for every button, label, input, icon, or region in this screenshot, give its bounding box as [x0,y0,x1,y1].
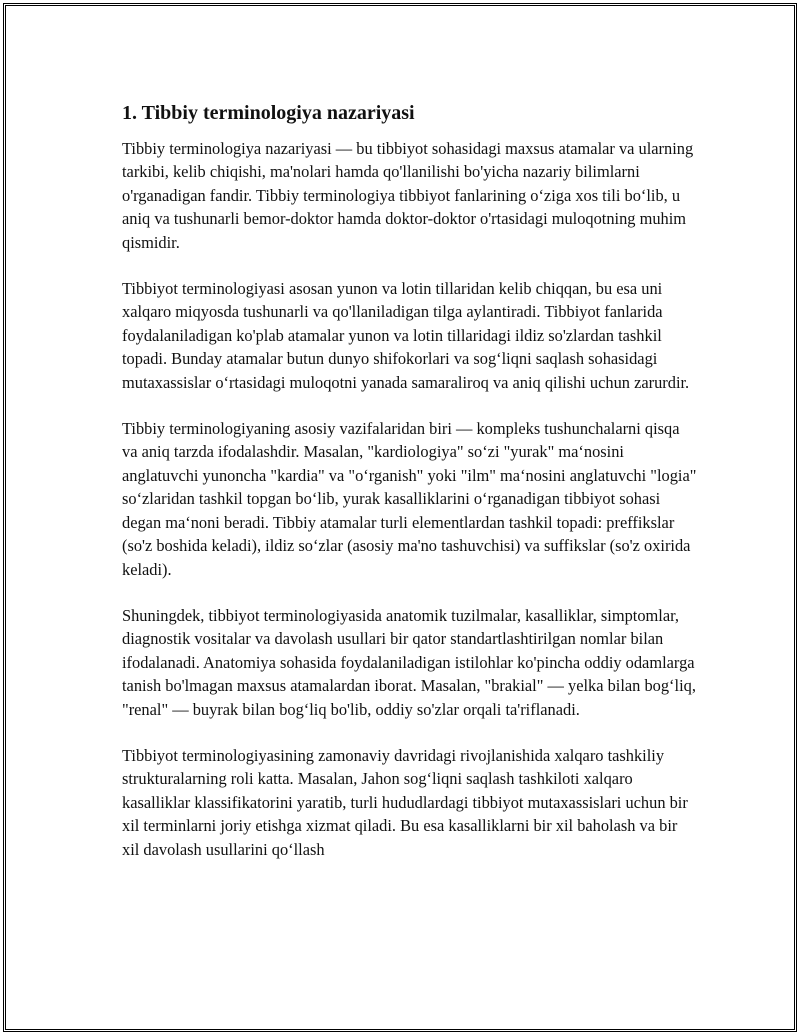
section-heading: 1. Tibbiy terminologiya nazariyasi [122,102,415,124]
paragraph-3: Tibbiy terminologiyaning asosiy vazifalaridan biri — kompleks tushunchalarni qisqa va aniq tarzda ifodalashdir. Masalan, "kardiologiya" so‘zi "yurak" ma‘nosini anglatuvchi yunoncha "kardia" va "o‘rganish" yoki "ilm" ma‘nosini anglatuvchi "logia" so‘zlaridan tashkil topgan bo‘lib, yurak kasalliklarini o‘rganadigan tibbiyot sohasi degan ma‘noni beradi. Tibbiy atamalar turli elementlardan tashkil topadi: preffikslar (so'z boshida keladi), ildiz so‘zlar (asosiy ma'no tashuvchisi) va suffikslar (so'z oxirida keladi). [122,419,697,579]
paragraph-5: Tibbiyot terminologiyasining zamonaviy davridagi rivojlanishida xalqaro tashkiliy strukturalarning roli katta. Masalan, Jahon sog‘liqni saqlash tashkiloti xalqaro kasalliklar klassifikatorini yaratib, turli hududlardagi tibbiyot mutaxassislari uchun bir xil terminlarni joriy etishga xizmat qiladi. Bu esa kasalliklarni bir xil baholash va bir xil davolash usullarini qo‘llash [122,745,688,859]
paragraph-4: Shuningdek, tibbiyot terminologiyasida anatomik tuzilmalar, kasalliklar, simptomlar, diagnostik vositalar va davolash usullari bir qator standartlashtirilgan nomlar bilan ifodalanadi. Anatomiya sohasida foydalaniladigan istilohlar ko'pincha oddiy odamlarga tanish bo'lmagan maxsus atamalardan iborat. Masalan, "brakial" — yelka bilan bog‘liq, "renal" — buyrak bilan bog‘liq bo'lib, oddiy so'zlar orqali ta'riflanadi. [122,605,696,719]
paragraph-1: Tibbiy terminologiya nazariyasi — bu tibbiyot sohasidagi maxsus atamalar va ularning tarkibi, kelib chiqishi, ma'nolari hamda qo'llanilishi bo'yicha nazariy bilimlarni o'rganadigan fandir. Tibbiy terminologiya tibbiyot fanlarining o‘ziga xos tili bo‘lib, u aniq va tushunarli bemor-doktor hamda doktor-doktor o'rtasidagi muloqotning muhim qismidir. [122,139,694,252]
page-content [122,101,697,884]
paragraph-2: Tibbiyot terminologiyasi asosan yunon va lotin tillaridan kelib chiqqan, bu esa uni xalqaro miqyosda tushunarli va qo'llaniladigan tilga aylantiradi. Tibbiyot fanlarida foydalaniladigan ko'plab atamalar yunon va lotin tillaridagi ildiz so'zlardan tashkil topadi. Bunday atamalar butun dunyo shifokorlari va sog‘liqni saqlash sohasidagi mutaxassislar o‘rtasidagi muloqotni yanada samaraliroq va aniq qilishi uchun zarurdir. [122,279,690,392]
page-border [3,3,797,1032]
